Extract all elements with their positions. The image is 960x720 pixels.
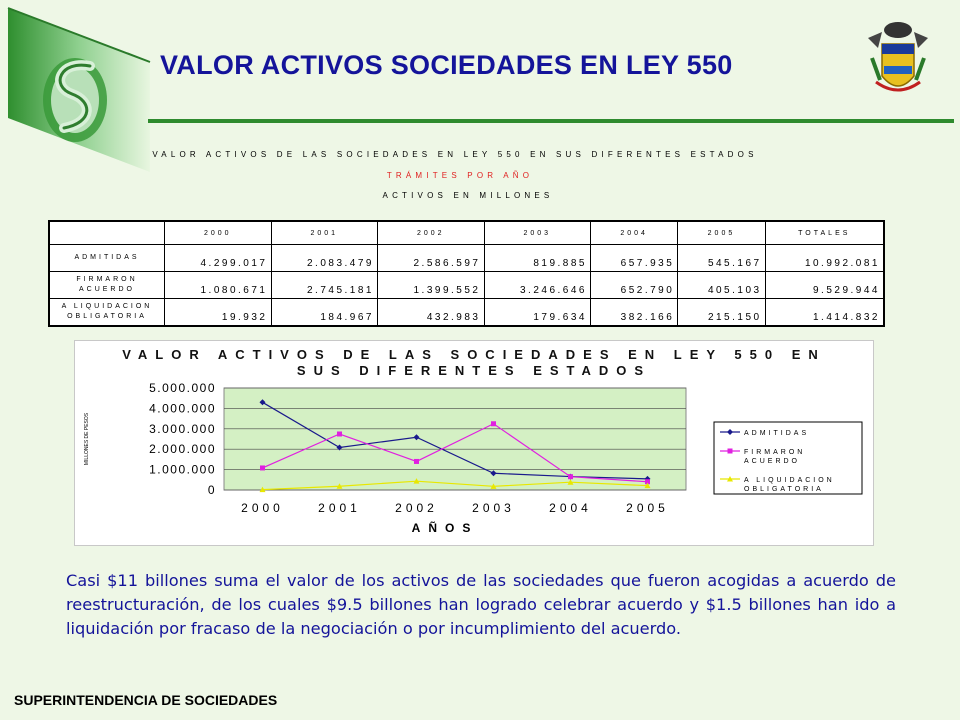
table-cell: 184.967: [271, 299, 378, 327]
y-tick-label: 5.000.000: [149, 381, 216, 395]
y-tick-label: 3.000.000: [149, 421, 216, 436]
table-title-line3: ACTIVOS EN MILLONES: [382, 191, 554, 200]
table-cell: 382.166: [591, 299, 678, 327]
plot-area: [224, 388, 686, 490]
table-cell: 4.299.017: [165, 245, 272, 272]
table-cell: 3.246.646: [484, 272, 591, 299]
table-header-cell: 2002: [378, 221, 485, 245]
x-tick-label: 2004: [549, 501, 592, 515]
x-axis-label: AÑOS: [411, 521, 479, 535]
table-header-cell: 2001: [271, 221, 378, 245]
legend-label: FIRMARON: [744, 449, 806, 456]
table-cell: 819.885: [484, 245, 591, 272]
y-axis-label: MILLONES DE PESOS: [84, 412, 90, 466]
table-cell: 1.080.671: [165, 272, 272, 299]
row-label-line: A LIQUIDACION: [61, 303, 153, 310]
table-cell-total: 9.529.944: [765, 272, 884, 299]
table-cell: 405.103: [678, 272, 765, 299]
data-point: [414, 459, 419, 464]
assets-table: [48, 220, 885, 327]
table-cell-total: 1.414.832: [765, 299, 884, 327]
colombia-coat-of-arms-icon: [858, 18, 938, 106]
x-tick-label: 2001: [318, 501, 361, 515]
row-label: [49, 272, 165, 299]
table-row: [49, 299, 884, 327]
line-chart: [74, 340, 874, 544]
table-title-line1: VALOR ACTIVOS DE LAS SOCIEDADES EN LEY 550 EN SUS DIFERENTES ESTADOS: [152, 150, 758, 159]
y-tick-label: 1.000.000: [149, 462, 216, 477]
x-tick-label: 2002: [395, 501, 438, 515]
footer-agency-name: SUPERINTENDENCIA DE SOCIEDADES: [14, 692, 278, 708]
table-header-cell: 2003: [484, 221, 591, 245]
table-cell: 432.983: [378, 299, 485, 327]
table-cell-total: 10.992.081: [765, 245, 884, 272]
x-tick-label: 2003: [472, 501, 515, 515]
table-cell: 2.745.181: [271, 272, 378, 299]
legend-label: A LIQUIDACION: [744, 477, 835, 484]
row-label-line: OBLIGATORIA: [67, 313, 147, 320]
table-title-line2: TRÁMITES POR AÑO: [386, 171, 534, 180]
title-divider: [148, 119, 954, 123]
x-tick-label: 2000: [241, 501, 284, 515]
table-cell: 657.935: [591, 245, 678, 272]
page-title: VALOR ACTIVOS SOCIEDADES EN LEY 550: [160, 50, 733, 80]
table-cell: 19.932: [165, 299, 272, 327]
data-point: [337, 431, 342, 436]
table-row: [49, 245, 884, 272]
table-cell: 1.399.552: [378, 272, 485, 299]
table-header-cell: 2000: [165, 221, 272, 245]
row-label-line: FIRMARON: [76, 276, 138, 283]
table-cell: 2.586.597: [378, 245, 485, 272]
table-cell: 215.150: [678, 299, 765, 327]
legend-swatch-marker: [728, 449, 733, 454]
data-point: [491, 421, 496, 426]
chart-title-line: SUS DIFERENTES ESTADOS: [296, 363, 652, 378]
row-label-line: ACUERDO: [78, 286, 135, 293]
table-cell: 179.634: [484, 299, 591, 327]
table-header-cell: TOTALES: [765, 221, 884, 245]
y-tick-label: 4.000.000: [149, 401, 216, 416]
table-cell: 545.167: [678, 245, 765, 272]
y-tick-label: 0: [207, 483, 216, 497]
x-tick-label: 2005: [626, 501, 669, 515]
legend-label: ADMITIDAS: [744, 430, 810, 437]
row-label: [49, 245, 165, 272]
table-header-cell: 2005: [678, 221, 765, 245]
row-label-line: ADMITIDAS: [74, 254, 140, 261]
data-point: [260, 465, 265, 470]
legend-label: OBLIGATORIA: [744, 486, 824, 493]
table-header-row: [49, 221, 884, 245]
data-point: [568, 474, 573, 479]
table-header-cell: 2004: [591, 221, 678, 245]
y-tick-label: 2.000.000: [149, 442, 216, 457]
table-row: [49, 272, 884, 299]
table-cell: 652.790: [591, 272, 678, 299]
table-header-empty: [49, 221, 165, 245]
legend-label: ACUERDO: [744, 458, 801, 465]
chart-title-line: VALOR ACTIVOS DE LAS SOCIEDADES EN LEY 550 EN: [122, 347, 826, 362]
summary-paragraph: Casi $11 billones suma el valor de los activos de las sociedades que fueron acogidas a acuerdo de reestructuración, de los cuales $9.5 billones han logrado celebrar acuerdo y $1.5 billones han ido a liquidación por fracaso de la negociación o por incumplimiento del acuerdo.: [66, 571, 896, 638]
table-cell: 2.083.479: [271, 245, 378, 272]
row-label: [49, 299, 165, 327]
